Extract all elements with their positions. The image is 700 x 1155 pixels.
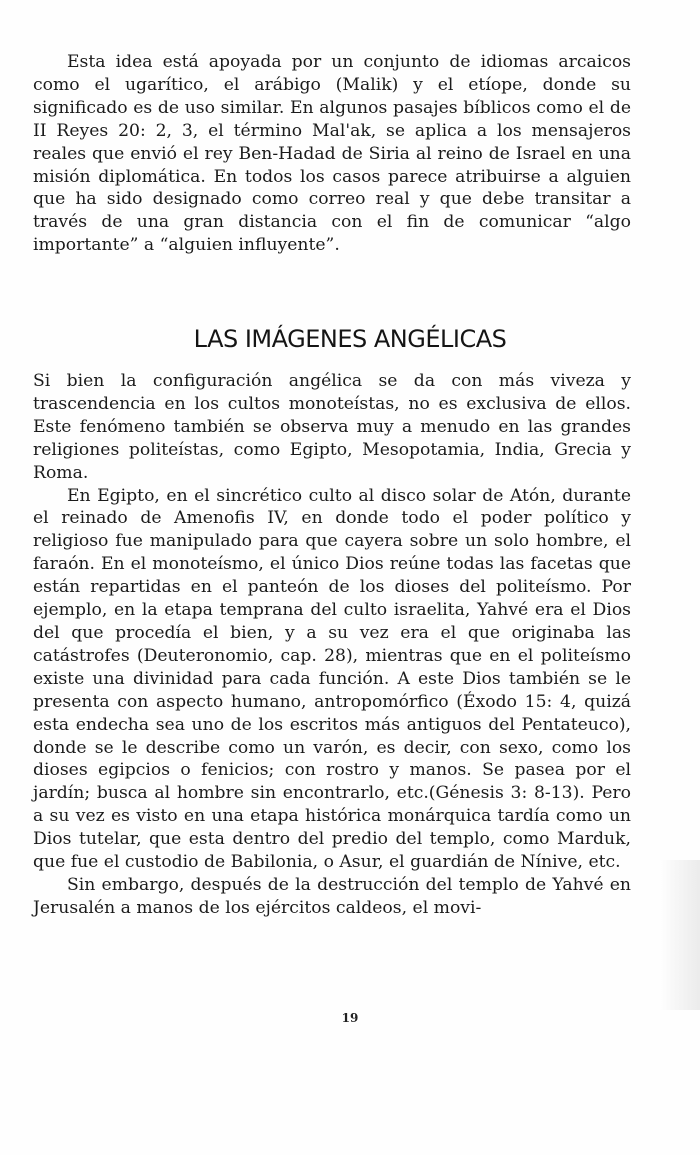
intro-paragraph-block xyxy=(33,51,631,257)
body-paragraph-3: Sin embargo, después de la destrucción del templo de Yahvé en Jerusalén a manos de los ejércitos caldeos, el movi- xyxy=(33,874,631,918)
section-title: LAS IMÁGENES ANGÉLICAS xyxy=(193,325,507,353)
page-number: 19 xyxy=(341,1011,359,1025)
body-paragraph-2: En Egipto, en el sincrético culto al disco solar de Atón, durante el reinado de Amenofis IV, en donde todo el poder político y religioso fue manipulado para que cayera sobre un solo hombre, el faraón. En el monoteísmo, el único Dios reúne todas las facetas que están repartidas en el panteón de los dioses del politeísmo. Por ejemplo, en la etapa temprana del culto israelita, Yahvé era el Dios del que procedía el bien, y a su vez era el que originaba las catástrofes (Deuteronomio, cap. 28), mientras que en el politeísmo existe una divinidad para cada función. A este Dios también se le presenta con aspecto humano, antropomórfico (Éxodo 15: 4, quizá esta endecha sea uno de los escritos más antiguos del Pentateuco), donde se le describe como un varón, es decir, con sexo, como los dioses egipcios o fenicios; con rostro y manos. Se pasea por el jardín; busca al hombre sin encontrarlo, etc.(Génesis 3: 8-13). Pero a su vez es visto en una etapa histórica monárquica tardía como un Dios tutelar, que esta dentro del predio del templo, como Marduk, que fue el custodio de Babilonia, o Asur, el guardián de Nínive, etc. xyxy=(33,485,631,873)
body-paragraph-1: Si bien la configuración angélica se da con más viveza y trascendencia en los cultos monoteístas, no es exclusiva de ellos. Este fenómeno también se observa muy a menudo en las grandes religiones politeístas, como Egipto, Mesopotamia, India, Grecia y Roma. xyxy=(33,371,631,483)
page-shadow xyxy=(660,860,700,1010)
section-body xyxy=(33,370,631,920)
intro-paragraph: Esta idea está apoyada por un conjunto de idiomas arcaicos como el ugarítico, el arábigo (Malik) y el etíope, donde su significado es de uso similar. En algunos pasajes bíblicos como el de II Reyes 20: 2, 3, el término Mal'ak, se aplica a los mensajeros reales que envió el rey Ben-Hadad de Siria al reino de Israel en una misión diplomática. En todos los casos parece atribuirse a alguien que ha sido designado como correo real y que debe transitar a través de una gran distancia con el fin de comunicar “algo importante” a “alguien influyente”. xyxy=(33,52,631,256)
